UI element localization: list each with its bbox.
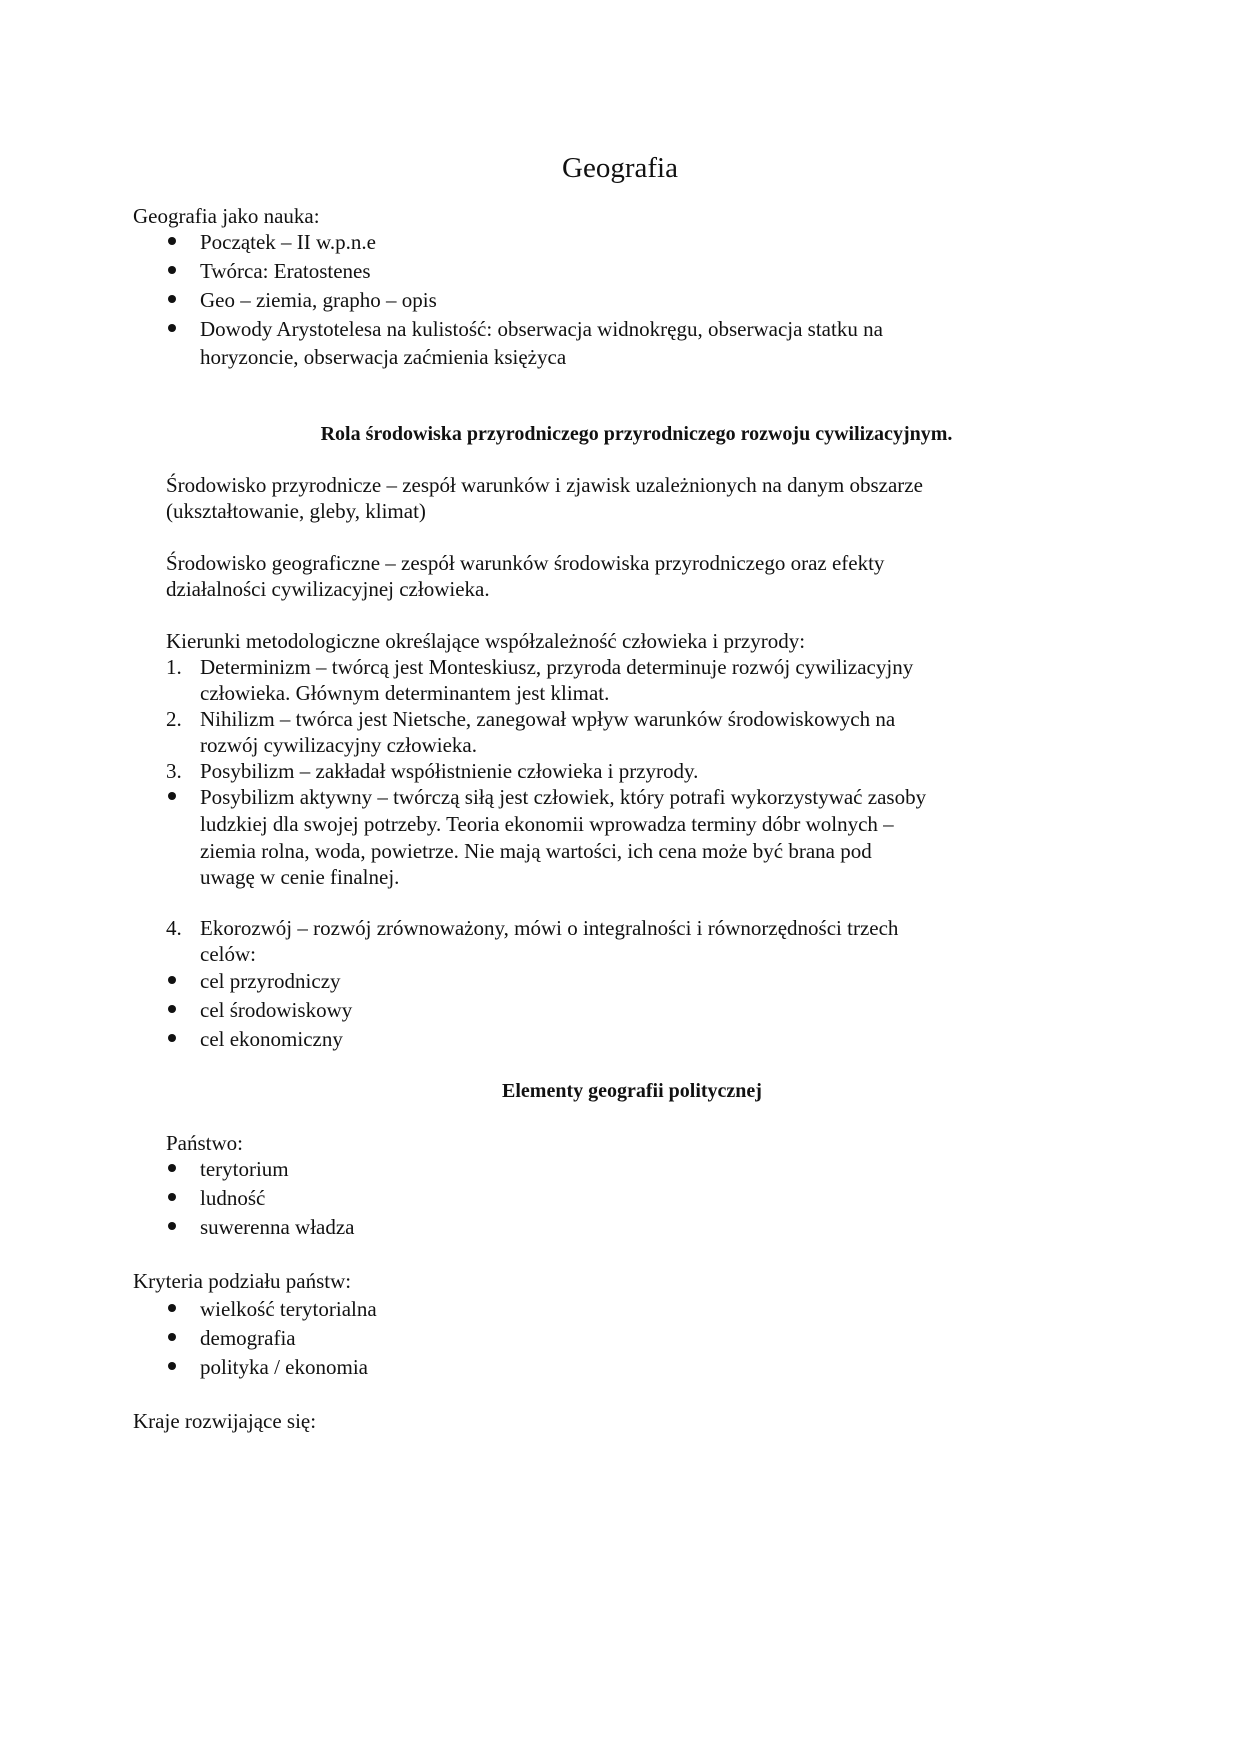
- list-item: Dowody Arystotelesa na kulistość: obserwacja widnokręgu, obserwacja statku na: [200, 317, 883, 341]
- list-item-continuation: ziemia rolna, woda, powietrze. Nie mają wartości, ich cena może być brana pod: [200, 839, 872, 863]
- section-heading: Rola środowiska przyrodniczego przyrodniczego rozwoju cywilizacyjnym.: [320, 423, 953, 445]
- numbered-item-continuation: celów:: [200, 942, 256, 966]
- list-item: terytorium: [200, 1157, 289, 1181]
- list-number: 3.: [166, 759, 182, 783]
- list-item: Twórca: Eratostenes: [200, 259, 371, 283]
- list-item-continuation: uwagę w cenie finalnej.: [200, 865, 400, 889]
- numbered-item: Nihilizm – twórca jest Nietsche, zanegował wpływ warunków środowiskowych na: [200, 707, 896, 731]
- bullet-icon: [168, 792, 176, 800]
- bullet-icon: [168, 1304, 176, 1312]
- list-intro: Kierunki metodologiczne określające współzależność człowieka i przyrody:: [166, 629, 806, 653]
- numbered-item-continuation: rozwój cywilizacyjny człowieka.: [200, 733, 477, 757]
- criteria-label: Kryteria podziału państw:: [133, 1269, 352, 1293]
- numbered-item-continuation: człowieka. Głównym determinantem jest klimat.: [200, 681, 610, 705]
- list-item: cel przyrodniczy: [200, 969, 341, 993]
- bullet-icon: [168, 1362, 176, 1370]
- list-item: suwerenna władza: [200, 1215, 355, 1239]
- list-item: demografia: [200, 1326, 296, 1350]
- bullet-icon: [168, 1222, 176, 1230]
- section-intro: Geografia jako nauka:: [133, 204, 320, 228]
- bullet-icon: [168, 1034, 176, 1042]
- bullet-icon: [168, 237, 176, 245]
- list-number: 2.: [166, 707, 182, 731]
- list-item: wielkość terytorialna: [200, 1297, 377, 1321]
- bullet-icon: [168, 266, 176, 274]
- list-item: polityka / ekonomia: [200, 1355, 368, 1379]
- list-item: cel ekonomiczny: [200, 1027, 343, 1051]
- bullet-icon: [168, 1164, 176, 1172]
- list-item: Geo – ziemia, grapho – opis: [200, 288, 437, 312]
- document-title: Geografia: [562, 152, 678, 184]
- list-number: 4.: [166, 916, 182, 940]
- paragraph-line: Środowisko geograficzne – zespół warunków środowiska przyrodniczego oraz efekty: [166, 551, 885, 575]
- section-heading: Elementy geografii politycznej: [502, 1080, 762, 1102]
- paragraph-line: działalności cywilizacyjnej człowieka.: [166, 577, 490, 601]
- numbered-item: Ekorozwój – rozwój zrównoważony, mówi o integralności i równorzędności trzech: [200, 916, 899, 940]
- list-item: Posybilizm aktywny – twórczą siłą jest człowiek, który potrafi wykorzystywać zasoby: [200, 785, 927, 809]
- list-item-continuation: ludzkiej dla swojej potrzeby. Teoria ekonomii wprowadza terminy dóbr wolnych –: [200, 812, 894, 836]
- list-item: Początek – II w.p.n.e: [200, 230, 376, 254]
- bullet-icon: [168, 295, 176, 303]
- bullet-icon: [168, 1005, 176, 1013]
- numbered-item: Determinizm – twórcą jest Monteskiusz, przyroda determinuje rozwój cywilizacyjny: [200, 655, 914, 679]
- list-number: 1.: [166, 655, 182, 679]
- paragraph-line: Środowisko przyrodnicze – zespół warunków i zjawisk uzależnionych na danym obszarze: [166, 473, 923, 497]
- bullet-icon: [168, 1193, 176, 1201]
- paragraph-line: (ukształtowanie, gleby, klimat): [166, 499, 426, 523]
- bullet-icon: [168, 1333, 176, 1341]
- developing-countries-label: Kraje rozwijające się:: [133, 1409, 317, 1433]
- state-label: Państwo:: [166, 1131, 244, 1155]
- list-item-continuation: horyzoncie, obserwacja zaćmienia księżyca: [200, 345, 567, 369]
- bullet-icon: [168, 324, 176, 332]
- list-item: ludność: [200, 1186, 266, 1210]
- bullet-icon: [168, 976, 176, 984]
- list-item: cel środowiskowy: [200, 998, 353, 1022]
- numbered-item: Posybilizm – zakładał współistnienie człowieka i przyrody.: [200, 759, 699, 783]
